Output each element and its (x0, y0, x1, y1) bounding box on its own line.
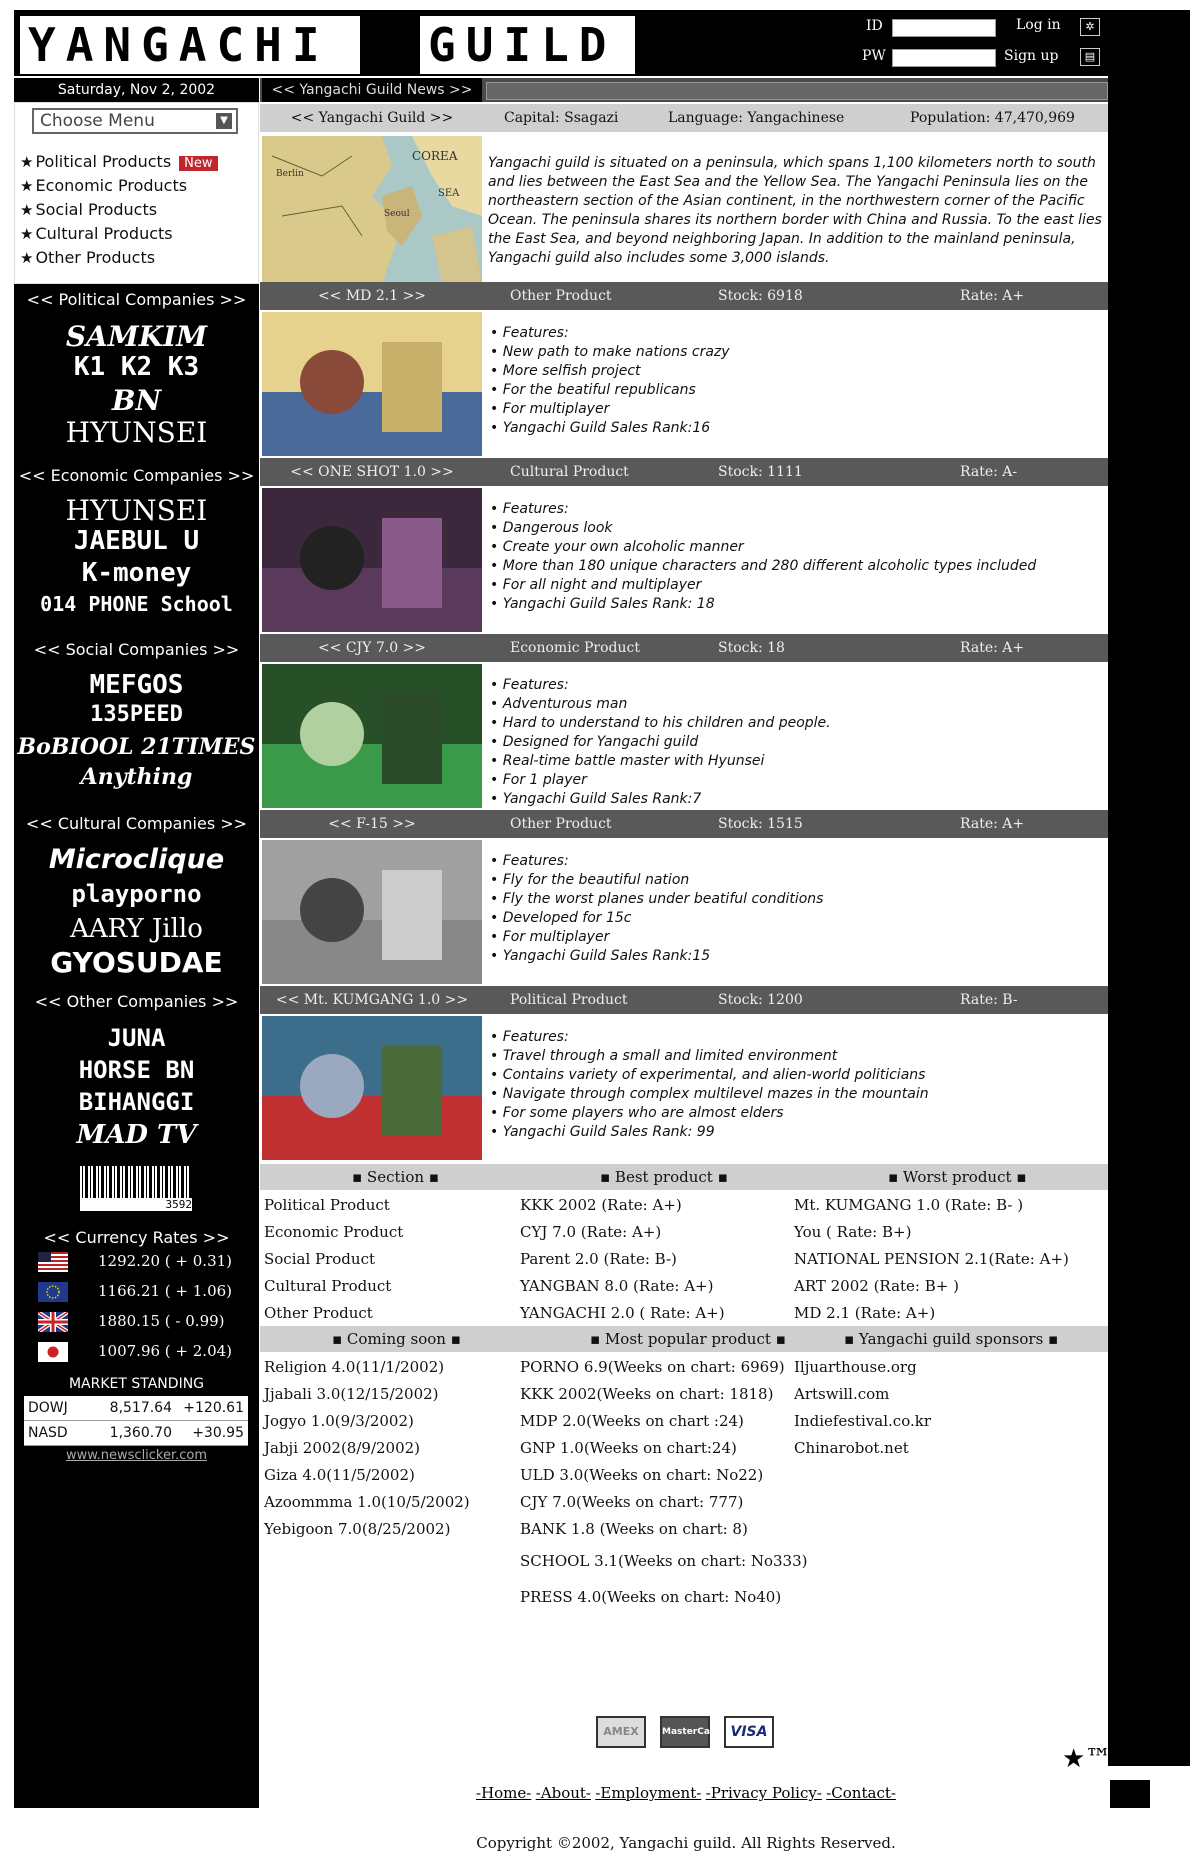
sponsor-link[interactable]: Indiefestival.co.kr (794, 1412, 931, 1430)
product-header-bar (260, 986, 1108, 1014)
coming-soon-item[interactable]: Jabji 2002(8/9/2002) (264, 1439, 421, 1457)
copyright: Copyright ©2002, Yangachi guild. All Rights Reserved. (476, 1834, 896, 1852)
company-hyunsei-econ[interactable]: HYUNSEI (65, 494, 208, 527)
chevron-down-icon[interactable]: ▼ (216, 113, 232, 129)
choose-menu-select[interactable] (32, 108, 238, 134)
company-135peed[interactable]: 135PEED (90, 702, 183, 727)
feature-line: • Features: (490, 1029, 569, 1045)
footer-contact-link[interactable]: -Contact- (826, 1784, 896, 1802)
table1-header (260, 1164, 1108, 1190)
popular-product-item[interactable]: PORNO 6.9(Weeks on chart: 6969) (520, 1358, 785, 1376)
coming-soon-item[interactable]: Jjabali 3.0(12/15/2002) (264, 1385, 439, 1403)
coming-soon-item[interactable]: Jogyo 1.0(9/3/2002) (264, 1412, 414, 1430)
product-rate: Rate: B- (960, 992, 1018, 1008)
feature-line: • For the beatiful republicans (490, 382, 696, 398)
table1-section-cell: Social Product (264, 1250, 375, 1268)
company-hyunsei[interactable]: HYUNSEI (65, 416, 208, 449)
eu-flag-icon (38, 1282, 68, 1302)
coming-soon-item[interactable]: Religion 4.0(11/1/2002) (264, 1358, 445, 1376)
feature-line: • For 1 player (490, 772, 587, 788)
market-row (24, 1421, 248, 1446)
barcode-number: 3592 (80, 1198, 192, 1211)
feature-line: • Designed for Yangachi guild (490, 734, 699, 750)
feature-line: • Yangachi Guild Sales Rank:7 (490, 791, 702, 807)
feature-line: • More than 180 unique characters and 280 different alcoholic types included (490, 558, 1037, 574)
company-014phone[interactable]: 014 PHONE School (40, 592, 233, 616)
table1-worst-cell[interactable]: ART 2002 (Rate: B+ ) (794, 1277, 959, 1295)
product-category: Cultural Product (510, 464, 629, 480)
market-change: +30.95 (192, 1425, 244, 1441)
news-label[interactable]: << Yangachi Guild News >> (262, 78, 482, 102)
company-mad-tv[interactable]: MAD TV (76, 1120, 197, 1150)
economic-companies-heading: << Economic Companies >> (18, 466, 255, 485)
map-image (262, 136, 482, 284)
rate-usd: 1292.20 ( + 0.31) (98, 1252, 233, 1270)
popular-product-item[interactable]: KKK 2002(Weeks on chart: 1818) (520, 1385, 774, 1403)
table2-col-popular: ▪ Most popular product ▪ (590, 1330, 786, 1348)
product-image[interactable] (262, 1016, 482, 1160)
menu-item-label: Political Products (35, 152, 172, 171)
feature-line: • Yangachi Guild Sales Rank:16 (490, 420, 711, 436)
menu-item-other[interactable] (20, 248, 155, 267)
table1-col-section: ▪ Section ▪ (352, 1168, 439, 1186)
news-ticker[interactable] (486, 82, 1108, 100)
popular-product-item[interactable]: BANK 1.8 (Weeks on chart: 8) (520, 1520, 748, 1538)
company-bihanggi[interactable]: BIHANGGI (78, 1088, 195, 1116)
product-rate: Rate: A- (960, 464, 1018, 480)
feature-line: • Fly the worst planes under beatiful conditions (490, 891, 824, 907)
rate-gbp: 1880.15 ( - 0.99) (98, 1312, 225, 1330)
intro-title[interactable]: << Yangachi Guild >> (290, 110, 454, 126)
intro-capital: Capital: Ssagazi (504, 110, 619, 126)
feature-line: • For all night and multiplayer (490, 577, 702, 593)
product-image[interactable] (262, 664, 482, 808)
market-name: NASD (28, 1425, 68, 1441)
footer-about-link[interactable]: -About- (535, 1784, 591, 1802)
id-label: ID (866, 18, 883, 34)
product-features (490, 676, 1105, 809)
amex-card-icon: AMEX (596, 1716, 646, 1748)
map-label-corea: COREA (412, 149, 458, 163)
star-icon: ★ (20, 249, 34, 267)
menu-item-label: Economic Products (35, 176, 188, 195)
table1-worst-cell[interactable]: You ( Rate: B+) (794, 1223, 912, 1241)
feature-line: • Features: (490, 677, 569, 693)
menu-item-cultural[interactable] (20, 224, 173, 243)
table1-section-cell: Other Product (264, 1304, 373, 1322)
feature-line: • Create your own alcoholic manner (490, 539, 744, 555)
mastercard-icon: MasterCard (660, 1716, 710, 1748)
logo-guild[interactable] (420, 16, 635, 74)
product-title[interactable]: << MD 2.1 >> (317, 288, 427, 304)
popular-product-item[interactable]: ULD 3.0(Weeks on chart: No22) (520, 1466, 764, 1484)
popular-product-item[interactable]: GNP 1.0(Weeks on chart:24) (520, 1439, 737, 1457)
product-stock: Stock: 18 (718, 640, 785, 656)
feature-line: • Yangachi Guild Sales Rank:15 (490, 948, 711, 964)
feature-line: • Dangerous look (490, 520, 613, 536)
product-image[interactable] (262, 840, 482, 984)
product-stock: Stock: 1111 (718, 464, 803, 480)
sponsor-link[interactable]: Chinarobot.net (794, 1439, 909, 1457)
date-display: Saturday, Nov 2, 2002 (14, 78, 259, 102)
market-value: 8,517.64 (109, 1400, 172, 1416)
signup-icon[interactable]: ▤ (1080, 48, 1100, 66)
choose-menu-value: Choose Menu (40, 111, 155, 131)
market-standing-heading: MARKET STANDING (68, 1376, 205, 1392)
company-anything[interactable]: Anything (80, 764, 193, 790)
social-companies-heading: << Social Companies >> (33, 640, 240, 659)
product-features (490, 1028, 1105, 1142)
intro-header-bar (260, 104, 1108, 132)
product-features (490, 500, 1105, 614)
footer-employment-link[interactable]: -Employment- (595, 1784, 702, 1802)
feature-line: • Navigate through complex multilevel mazes in the mountain (490, 1086, 929, 1102)
table1-worst-cell[interactable]: MD 2.1 (Rate: A+) (794, 1304, 936, 1322)
company-microclique[interactable]: Microclique (48, 844, 225, 875)
table1-best-cell[interactable]: CYJ 7.0 (Rate: A+) (520, 1223, 662, 1241)
product-stock: Stock: 6918 (718, 288, 803, 304)
cultural-companies-heading: << Cultural Companies >> (25, 814, 248, 833)
pw-input[interactable] (892, 49, 996, 67)
product-title[interactable]: << CJY 7.0 >> (317, 640, 427, 656)
sponsor-link[interactable]: Artswill.com (794, 1385, 890, 1403)
star-icon: ★ (20, 201, 34, 219)
currency-heading: << Currency Rates >> (43, 1228, 230, 1247)
product-stock: Stock: 1515 (718, 816, 803, 832)
intro-language: Language: Yangachinese (668, 110, 845, 126)
feature-line: • Hard to understand to his children and people. (490, 715, 831, 731)
star-icon: ★ (20, 225, 34, 243)
company-bn[interactable]: BN (111, 384, 162, 417)
table1-col-best: ▪ Best product ▪ (600, 1168, 728, 1186)
product-title[interactable]: << Mt. KUMGANG 1.0 >> (275, 992, 469, 1008)
pw-label: PW (862, 48, 886, 64)
table1-best-cell[interactable]: KKK 2002 (Rate: A+) (520, 1196, 682, 1214)
company-horse-bn[interactable]: HORSE BN (78, 1056, 195, 1084)
company-aary-jillo[interactable]: AARY Jillo (70, 914, 203, 944)
login-icon[interactable]: ✲ (1080, 18, 1100, 36)
popular-product-item[interactable]: PRESS 4.0(Weeks on chart: No40) (520, 1588, 782, 1606)
coming-soon-item[interactable]: Giza 4.0(11/5/2002) (264, 1466, 415, 1484)
feature-line: • Fly for the beautiful nation (490, 872, 690, 888)
table2-col-coming: ▪ Coming soon ▪ (332, 1330, 461, 1348)
table1-best-cell[interactable]: YANGACHI 2.0 ( Rate: A+) (520, 1304, 725, 1322)
sponsor-link[interactable]: Iljuarthouse.org (794, 1358, 917, 1376)
menu-item-label: Cultural Products (35, 224, 173, 243)
feature-line: • Contains variety of experimental, and alien-world politicians (490, 1067, 926, 1083)
newsclicker-link[interactable]: www.newsclicker.com (65, 1448, 208, 1463)
map-label-seoul: Seoul (384, 209, 410, 219)
feature-line: • For multiplayer (490, 929, 610, 945)
product-header-bar (260, 282, 1108, 310)
other-companies-heading: << Other Companies >> (34, 992, 239, 1011)
feature-line: • Travel through a small and limited environment (490, 1048, 838, 1064)
rate-eur: 1166.21 ( + 1.06) (98, 1282, 233, 1300)
feature-line: • Developed for 15c (490, 910, 632, 926)
login-link[interactable]: Log in (1016, 17, 1061, 33)
product-header-bar (260, 634, 1108, 662)
uk-flag-icon (38, 1312, 68, 1332)
feature-line: • For some players who are almost elders (490, 1105, 784, 1121)
new-badge: New (179, 156, 217, 171)
intro-text: Yangachi guild is situated on a peninsula, which spans 1,100 kilometers north to south and lies between the East Sea and the Yellow Sea. The Yangachi Peninsula lies on the northeastern section of the Asian continent, in the northwestern corner of the Pacific Ocean. The peninsula shares its northern border with China and Russia. To the east lies the East Sea, and beyond neighboring Japan. In addition to the mainland peninsula, Yangachi guild also includes some 3,000 islands. (488, 155, 1102, 266)
product-category: Political Product (510, 992, 628, 1008)
popular-product-item[interactable]: MDP 2.0(Weeks on chart :24) (520, 1412, 744, 1430)
company-samkim[interactable]: SAMKIM (65, 320, 208, 353)
trademark-star-icon: ★™ (1062, 1744, 1112, 1774)
logo-right-text: GUILD (428, 18, 617, 72)
feature-line: • For multiplayer (490, 401, 610, 417)
menu-item-social[interactable] (20, 200, 157, 219)
product-image[interactable] (262, 312, 482, 456)
company-mefgos[interactable]: MEFGOS (89, 670, 184, 700)
menu-item-political[interactable] (20, 152, 218, 171)
product-header-bar (260, 458, 1108, 486)
map-label-sea: SEA (438, 188, 460, 199)
popular-product-item[interactable]: CJY 7.0(Weeks on chart: 777) (520, 1493, 744, 1511)
market-name: DOWJ (28, 1400, 68, 1416)
political-companies-heading: << Political Companies >> (26, 290, 247, 309)
company-kmoney[interactable]: K-money (81, 558, 192, 588)
product-category: Economic Product (510, 640, 640, 656)
table2-header (260, 1326, 1108, 1352)
table1-section-cell: Political Product (264, 1196, 390, 1214)
market-value: 1,360.70 (109, 1425, 172, 1441)
company-jaebul[interactable]: JAEBUL U (73, 526, 200, 556)
company-gyosudae[interactable]: GYOSUDAE (50, 946, 223, 979)
product-header-bar (260, 810, 1108, 838)
company-bobiool[interactable]: BoBIOOL 21TIMES (17, 734, 256, 760)
japan-flag-icon (38, 1342, 68, 1362)
right-border-bg-outer (1150, 44, 1190, 1766)
product-features (490, 324, 1105, 438)
feature-line: • Features: (490, 325, 569, 341)
product-rate: Rate: A+ (960, 288, 1025, 304)
company-playporno[interactable]: playporno (71, 880, 202, 908)
feature-line: • More selfish project (490, 363, 641, 379)
market-change: +120.61 (183, 1400, 244, 1416)
menu-item-economic[interactable] (20, 176, 187, 195)
signup-link[interactable]: Sign up (1004, 48, 1059, 64)
table1-best-cell[interactable]: YANGBAN 8.0 (Rate: A+) (520, 1277, 714, 1295)
feature-line: • Features: (490, 501, 569, 517)
product-rate: Rate: A+ (960, 816, 1025, 832)
popular-product-item[interactable]: SCHOOL 3.1(Weeks on chart: No333) (520, 1552, 808, 1570)
company-k1k2k3[interactable]: K1 K2 K3 (73, 352, 200, 382)
logo-left-text: YANGACHI (28, 18, 330, 72)
feature-line: • New path to make nations crazy (490, 344, 730, 360)
feature-line: • Features: (490, 853, 569, 869)
product-rate: Rate: A+ (960, 640, 1025, 656)
company-juna[interactable]: JUNA (107, 1024, 166, 1052)
footer-nav (476, 1784, 896, 1802)
market-row (24, 1396, 248, 1421)
market-table (24, 1396, 248, 1446)
feature-line: • Real-time battle master with Hyunsei (490, 753, 765, 769)
table1-worst-cell[interactable]: NATIONAL PENSION 2.1(Rate: A+) (794, 1250, 1069, 1268)
footer-privacy-link[interactable]: -Privacy Policy- (705, 1784, 822, 1802)
product-title[interactable]: << ONE SHOT 1.0 >> (290, 464, 454, 480)
feature-line: • Adventurous man (490, 696, 628, 712)
coming-soon-item[interactable]: Azoommma 1.0(10/5/2002) (264, 1493, 470, 1511)
table1-section-cell: Economic Product (264, 1223, 404, 1241)
footer-home-link[interactable]: -Home- (476, 1784, 532, 1802)
us-flag-icon (38, 1252, 68, 1272)
product-title[interactable]: << F-15 >> (328, 816, 416, 832)
table1-col-worst: ▪ Worst product ▪ (888, 1168, 1027, 1186)
menu-item-label: Social Products (35, 200, 158, 219)
corner-block (1110, 1780, 1150, 1808)
id-input[interactable] (892, 19, 996, 37)
rate-jpy: 1007.96 ( + 2.04) (98, 1342, 233, 1360)
star-icon: ★ (20, 177, 34, 195)
product-features (490, 852, 1105, 966)
menu-item-label: Other Products (35, 248, 156, 267)
product-stock: Stock: 1200 (718, 992, 803, 1008)
feature-line: • Yangachi Guild Sales Rank: 18 (490, 596, 715, 612)
table1-worst-cell[interactable]: Mt. KUMGANG 1.0 (Rate: B- ) (794, 1196, 1024, 1214)
product-image[interactable] (262, 488, 482, 632)
feature-line: • Yangachi Guild Sales Rank: 99 (490, 1124, 715, 1140)
table2-col-sponsors: ▪ Yangachi guild sponsors ▪ (844, 1330, 1059, 1348)
logo-yangachi[interactable] (20, 16, 360, 74)
product-category: Other Product (510, 816, 612, 832)
table1-section-cell: Cultural Product (264, 1277, 392, 1295)
intro-population: Population: 47,470,969 (910, 110, 1075, 126)
visa-card-icon: VISA (724, 1716, 774, 1748)
star-icon: ★ (20, 153, 34, 171)
map-label-berlin: Berlin (276, 169, 304, 179)
product-category: Other Product (510, 288, 612, 304)
coming-soon-item[interactable]: Yebigoon 7.0(8/25/2002) (264, 1520, 451, 1538)
table1-best-cell[interactable]: Parent 2.0 (Rate: B-) (520, 1250, 677, 1268)
